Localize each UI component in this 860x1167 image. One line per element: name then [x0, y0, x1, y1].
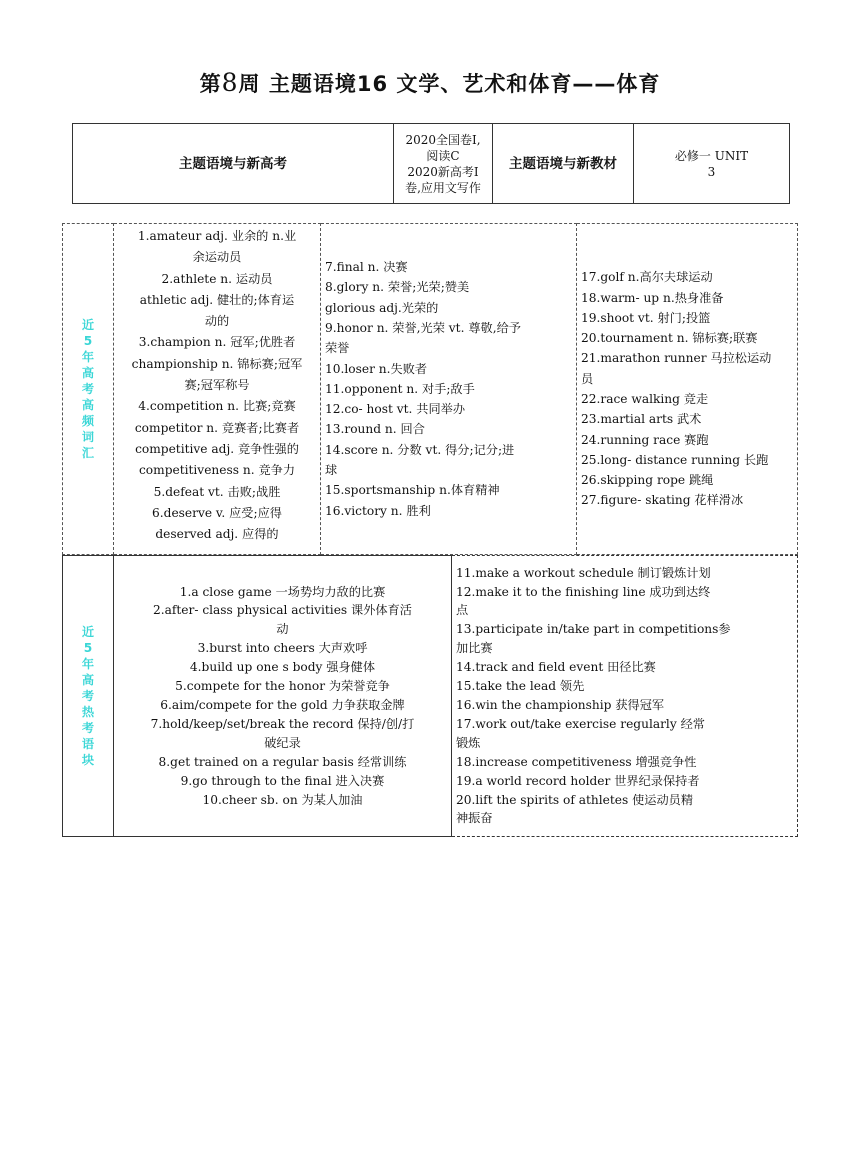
chunk-line: 18.increase competitiveness 增强竞争性 — [456, 754, 697, 769]
vocab-line: competitive adj. 竞争性强的 — [135, 441, 299, 456]
vocab-column-2 — [321, 224, 577, 555]
chunk-line: 动 — [276, 622, 289, 637]
chunk-line: 点 — [456, 603, 469, 618]
vocab-line: 18.warm- up n.热身准备 — [581, 290, 724, 305]
title-week-number: 8 — [221, 68, 239, 97]
chunk-line: 20.lift the spirits of athletes 使运动员精 — [456, 792, 694, 807]
vocab-line: 动的 — [204, 314, 230, 329]
title-prefix: 第 — [199, 72, 222, 96]
chunk-line: 1.a close game 一场势均力敌的比赛 — [179, 584, 386, 599]
chunk-line: 9.go through to the final 进入决赛 — [180, 773, 385, 788]
vocab-line: 25.long- distance running 长跑 — [581, 452, 769, 467]
header-exam-reference — [394, 124, 493, 204]
chunks-right-column — [452, 556, 798, 837]
exam-ref-line: 卷,应用文写作 — [405, 180, 481, 195]
header-left-title: 主题语境与新高考 — [73, 124, 394, 204]
chunk-line: 8.get trained on a regular basis 经常训练 — [158, 754, 407, 769]
chunk-line: 10.cheer sb. on 为某人加油 — [202, 792, 363, 807]
chunk-line: 4.build up one s body 强身健体 — [189, 660, 376, 675]
vocab-line: 24.running race 赛跑 — [581, 432, 709, 447]
vocab-line: 4.competition n. 比赛;竞赛 — [138, 399, 296, 414]
vocab-table — [62, 223, 798, 555]
chunk-line: 15.take the lead 领先 — [456, 679, 585, 694]
vocab-line: deserved adj. 应得的 — [155, 527, 279, 542]
chunk-line: 破纪录 — [264, 735, 301, 750]
chunk-line: 12.make it to the finishing line 成功到达终 — [456, 584, 711, 599]
header-table — [72, 123, 790, 204]
chunks-left-column — [114, 556, 452, 837]
chunk-line: 锻炼 — [456, 735, 481, 750]
chunk-line: 13.participate in/take part in competitions参 — [456, 622, 731, 637]
vocab-line: 余运动员 — [192, 250, 242, 265]
vocab-line: 22.race walking 竞走 — [581, 392, 709, 406]
vocab-line: 3.champion n. 冠军;优胜者 — [138, 335, 296, 350]
vocab-line: 6.deserve v. 应受;应得 — [152, 505, 282, 520]
vocab-line: 11.opponent n. 对手;敌手 — [325, 381, 475, 396]
vocab-line: competitor n. 竞赛者;比赛者 — [134, 420, 300, 435]
chunks-side-label-cell — [63, 556, 114, 837]
vocab-line: 15.sportsmanship n.体育精神 — [325, 483, 500, 498]
vocab-line: 23.martial arts 武术 — [581, 412, 702, 427]
chunk-line: 3.burst into cheers 大声欢呼 — [197, 641, 368, 656]
chunks-side-label: 近5年高考热考语块 — [81, 625, 95, 767]
vocab-line: 27.figure- skating 花样滑冰 — [581, 493, 744, 508]
vocab-line: 10.loser n.失败者 — [325, 361, 428, 376]
vocab-line: athletic adj. 健壮的;体育运 — [139, 292, 295, 307]
vocab-line: 20.tournament n. 锦标赛;联赛 — [581, 331, 758, 346]
exam-ref-line: 阅读C — [426, 148, 460, 163]
vocab-line: 21.marathon runner 马拉松运动 — [581, 351, 772, 366]
chunk-line: 2.after- class physical activities 课外体育活 — [152, 603, 412, 618]
vocab-line: 5.defeat vt. 击败;战胜 — [153, 484, 281, 499]
chunk-line: 14.track and field event 田径比赛 — [456, 660, 656, 675]
vocab-line: 7.final n. 决赛 — [325, 260, 408, 275]
chunk-line: 神振奋 — [456, 811, 493, 826]
title-suffix: 周 主题语境16 文学、艺术和体育——体育 — [238, 72, 661, 96]
vocab-line: 13.round n. 回合 — [325, 422, 425, 437]
exam-ref-line: 2020全国卷Ⅰ, — [405, 132, 481, 147]
vocab-line: 球 — [325, 463, 338, 478]
exam-ref-line: 2020新高考Ⅰ — [407, 164, 479, 179]
chunk-line: 16.win the championship 获得冠军 — [456, 698, 665, 712]
vocab-column-3 — [577, 224, 798, 555]
vocab-line: 员 — [581, 371, 594, 386]
chunk-line: 19.a world record holder 世界纪录保持者 — [456, 773, 700, 788]
vocab-column-1 — [114, 224, 321, 555]
vocab-line: 17.golf n.高尔夫球运动 — [581, 270, 713, 285]
chunk-line: 17.work out/take exercise regularly 经常 — [456, 716, 705, 731]
vocab-line: 14.score n. 分数 vt. 得分;记分;进 — [325, 442, 515, 457]
vocab-line: competitiveness n. 竞争力 — [138, 463, 296, 478]
chunk-line: 6.aim/compete for the gold 力争获取金牌 — [160, 698, 405, 712]
chunk-line: 11.make a workout schedule 制订锻炼计划 — [456, 565, 711, 580]
vocab-line: 1.amateur adj. 业余的 n.业 — [137, 229, 297, 243]
vocab-side-label-cell — [63, 224, 114, 555]
book-ref-line: 3 — [707, 164, 716, 179]
vocab-line: 19.shoot vt. 射门;投篮 — [581, 310, 711, 325]
vocab-line: glorious adj.光荣的 — [325, 300, 439, 315]
vocab-line: 8.glory n. 荣誉;光荣;赞美 — [325, 280, 470, 295]
chunks-table — [62, 555, 798, 837]
vocab-line: 12.co- host vt. 共同举办 — [325, 402, 466, 417]
vocab-side-label: 近5年高考高频词汇 — [81, 318, 95, 460]
chunk-line: 7.hold/keep/set/break the record 保持/创/打 — [150, 716, 415, 731]
header-book-reference — [634, 124, 790, 204]
book-ref-line: 必修一 UNIT — [674, 148, 749, 163]
chunk-line: 加比赛 — [456, 641, 493, 656]
vocab-line: 荣誉 — [325, 341, 350, 356]
vocab-line: 16.victory n. 胜利 — [325, 503, 431, 518]
vocab-line: 9.honor n. 荣誉,光荣 vt. 尊敬,给予 — [325, 320, 521, 335]
chunk-line: 5.compete for the honor 为荣誉竞争 — [175, 679, 390, 694]
vocab-line: 赛;冠军称号 — [184, 378, 250, 393]
vocab-line: championship n. 锦标赛;冠军 — [131, 356, 303, 371]
page-title — [0, 68, 860, 98]
header-right-title: 主题语境与新教材 — [493, 124, 634, 204]
vocab-line: 2.athlete n. 运动员 — [161, 271, 273, 286]
vocab-line: 26.skipping rope 跳绳 — [581, 473, 714, 488]
